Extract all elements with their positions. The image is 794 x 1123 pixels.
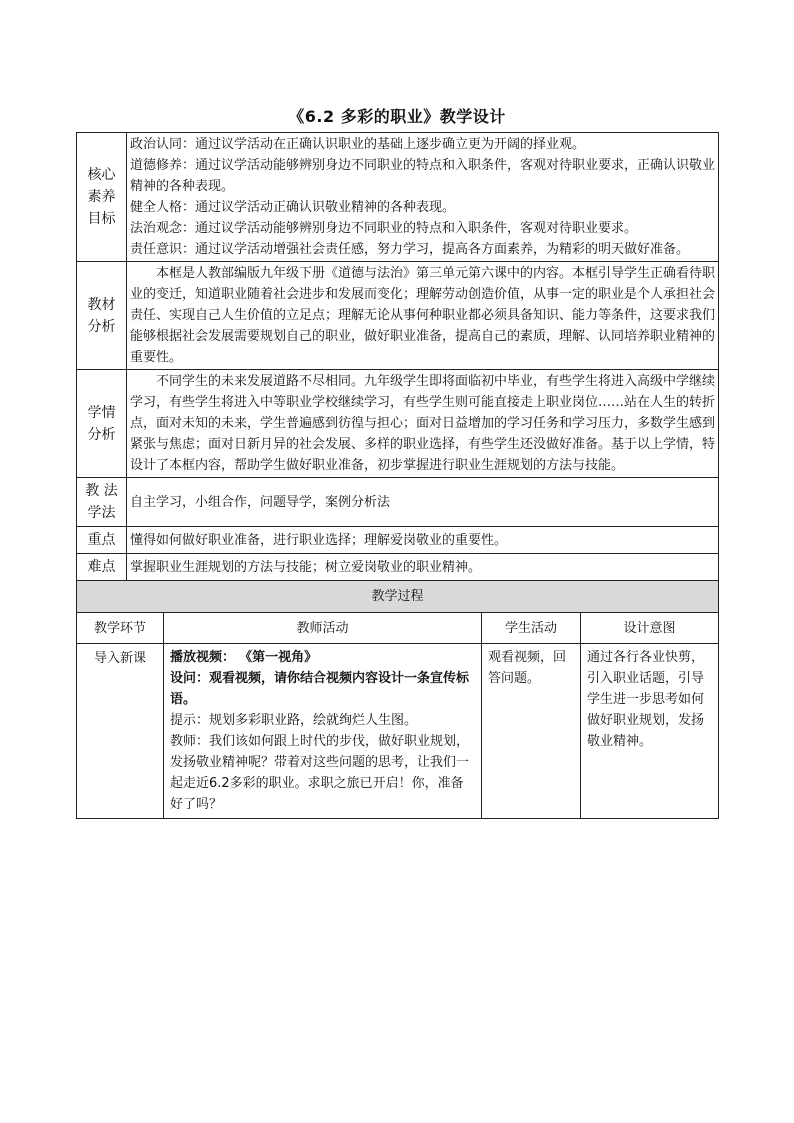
teacher-activity-cell [164,644,482,819]
process-heading-row [77,581,719,613]
textbook-row [77,262,719,370]
objectives-label-line-3: 目标 [87,211,116,227]
column-header-student: 学生活动 [482,613,581,644]
objectives-label [77,133,127,262]
column-header-intent: 设计意图 [581,613,719,644]
lesson-plan-table [76,132,719,819]
objective-item: 责任意识：通过议学活动增强社会责任感，努力学习，提高各方面素养，为精彩的明天做好准备。 [130,242,690,257]
textbook-label [77,262,127,370]
students-label-line-2: 分析 [87,426,116,443]
difficulties-row [77,554,719,581]
document-title: 《6.2 多彩的职业》教学设计 [288,107,506,126]
difficulties-text: 掌握职业生涯规划的方法与技能；树立爱岗敬业的职业精神。 [127,554,719,581]
textbook-analysis-text: 本框是人教部编版九年级下册《道德与法治》第三单元第六课中的内容。本框引导学生正确看待职业的变迁，知道职业随着社会进步和发展而变化；理解劳动创造价值，从事一定的职业是个人承担社会责任、实现自己人生价值的立足点；理解无论从事何种职业都必须具备知识、能力等条件，这要求我们能够根据社会发展需要规划自己的职业，做好职业准备，提高自己的素质，理解、认同培养职业精神的重要性。 [127,262,719,370]
key-points-text: 懂得如何做好职业准备，进行职业选择；理解爱岗敬业的重要性。 [127,527,719,554]
difficulties-label: 难点 [77,554,127,581]
students-label-line-1: 学情 [87,404,116,421]
objective-item: 健全人格：通过议学活动正确认识敬业精神的各种表现。 [130,200,456,215]
video-title: 《第一视角》 [239,650,318,665]
textbook-label-line-1: 教材 [87,296,116,313]
methods-label-line-2: 学法 [87,505,116,521]
stage-cell: 导入新课 [77,644,164,819]
question-text: 设问：观看视频，请你结合视频内容设计一条宣传标语。 [170,671,470,707]
methods-row [77,478,719,527]
objective-item: 法治观念：通过议学活动能够辨别身边不同职业的特点和入职条件，客观对待职业要求。 [130,221,638,236]
methods-label [77,478,127,527]
student-analysis-text: 不同学生的未来发展道路不尽相同。九年级学生即将面临初中毕业，有些学生将进入高级中学继续学习，有些学生将进入中等职业学校继续学习，有些学生则可能直接走上职业岗位……站在人生的转折点，面对未知的未来，学生普遍感到彷徨与担心；面对日益增加的学习任务和学习压力，多数学生感到紧张与焦虑；面对日新月异的社会发展、多样的职业选择，有些学生还没做好准备。基于以上学情，特设计了本框内容，帮助学生做好职业准备，初步掌握进行职业生涯规划的方法与技能。 [127,370,719,478]
process-columns-row [77,613,719,644]
objectives-label-line-2: 素养 [87,189,116,205]
process-row [77,644,719,819]
key-points-row [77,527,719,554]
objectives-row [77,133,719,262]
video-label: 播放视频： [170,650,236,665]
objectives-content [127,133,719,262]
students-row [77,370,719,478]
key-points-label: 重点 [77,527,127,554]
methods-label-line-1: 教 法 [85,483,118,499]
objective-item: 道德修养：通过议学活动能够辨别身边不同职业的特点和入职条件，客观对待职业要求，正确认识敬业精神的各种表现。 [130,158,716,194]
students-label [77,370,127,478]
student-activity-cell: 观看视频，回答问题。 [482,644,581,819]
column-header-teacher: 教师活动 [164,613,482,644]
textbook-label-line-2: 分析 [87,318,116,335]
objectives-label-line-1: 核心 [87,167,116,183]
video-line [170,647,475,668]
process-heading: 教学过程 [77,581,719,613]
teacher-speech-text: 教师：我们该如何跟上时代的步伐，做好职业规划，发扬敬业精神呢？带着对这些问题的思考，让我们一起走近6.2多彩的职业。求职之旅已开启！你，准备好了吗？ [170,734,470,812]
design-intent-cell: 通过各行各业快剪，引入职业话题，引导学生进一步思考如何做好职业规划，发扬敬业精神。 [581,644,719,819]
column-header-stage: 教学环节 [77,613,164,644]
objective-item: 政治认同：通过议学活动在正确认识职业的基础上逐步确立更为开阔的择业观。 [130,137,586,152]
methods-text: 自主学习，小组合作，问题导学，案例分析法 [127,478,719,527]
hint-text: 提示：规划多彩职业路，绘就绚烂人生图。 [170,713,418,728]
